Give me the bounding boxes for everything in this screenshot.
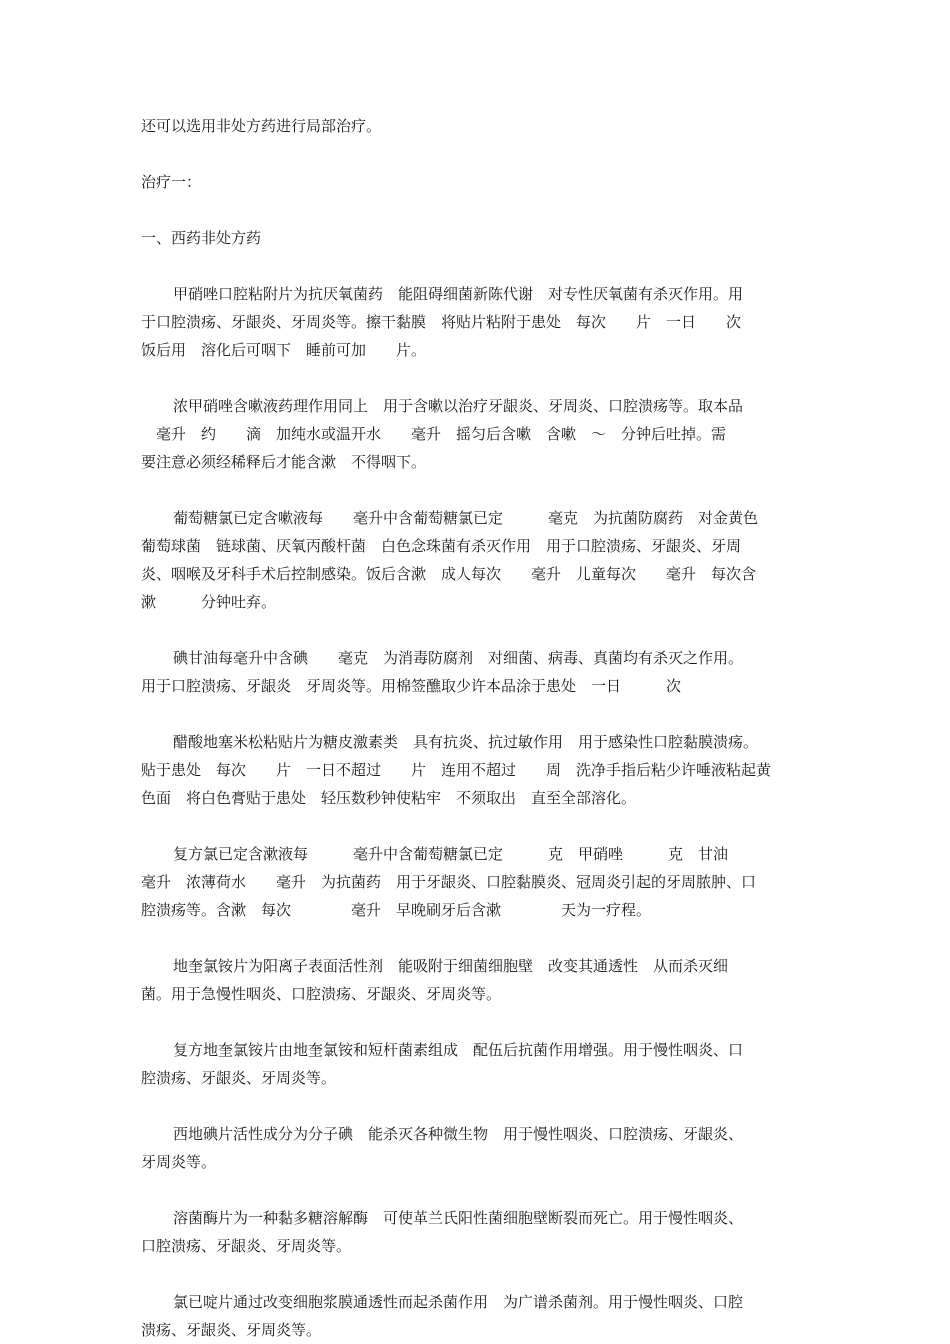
paragraph [141,392,813,476]
paragraph [141,1288,813,1344]
paragraph-line: 地奎氯铵片为阳离子表面活性剂 能吸附于细菌细胞壁 改变其通透性 从而杀灭细 [173,957,729,975]
paragraph [141,1036,813,1092]
paragraph [141,280,813,364]
paragraph-line: 毫升 约 滴 加纯水或温开水 毫升 摇匀后含嗽 含嗽 ～ 分钟后吐掉。需 [141,425,727,443]
paragraph-line: 口腔溃疡、牙龈炎、牙周炎等。 [141,1237,352,1255]
intro-text: 还可以选用非处方药进行局部治疗。 [141,117,382,135]
paragraph-line: 毫升 浓薄荷水 毫升 为抗菌药 用于牙龈炎、口腔黏膜炎、冠周炎引起的牙周脓肿、口 [141,873,757,891]
paragraph [141,644,813,700]
document-body [141,112,813,1344]
treatment-heading: 治疗一： [141,173,202,191]
paragraph-line: 溃疡、牙龈炎、牙周炎等。 [141,1321,322,1339]
paragraph [141,1120,813,1176]
paragraph-line: 氯已啶片通过改变细胞浆膜通透性而起杀菌作用 为广谱杀菌剂。用于慢性咽炎、口腔 [173,1293,744,1311]
paragraph-line: 浓甲硝唑含嗽液药理作用同上 用于含嗽以治疗牙龈炎、牙周炎、口腔溃疡等。取本品 [173,397,744,415]
paragraph-line: 甲硝唑口腔粘附片为抗厌氧菌药 能阻碍细菌新陈代谢 对专性厌氧菌有杀灭作用。用 [173,285,744,303]
paragraph [141,952,813,1008]
paragraph-line: 复方地奎氯铵片由地奎氯铵和短杆菌素组成 配伍后抗菌作用增强。用于慢性咽炎、口 [173,1041,744,1059]
paragraph [141,728,813,812]
paragraph-line: 复方氯已定含漱液每 毫升中含葡萄糖氯已定 克 甲硝唑 克 甘油 [173,845,729,863]
paragraph-line: 贴于患处 每次 片 一日不超过 片 连用不超过 周 洗净手指后粘少许唾液粘起黄 [141,761,772,779]
paragraph [141,840,813,924]
paragraph-line: 饭后用 溶化后可咽下 睡前可加 片。 [141,341,427,359]
paragraph-line: 漱 分钟吐弃。 [141,593,277,611]
paragraph-line: 要注意必须经稀释后才能含漱 不得咽下。 [141,453,427,471]
paragraph-line: 牙周炎等。 [141,1153,217,1171]
paragraph-line: 腔溃疡等。含漱 每次 毫升 早晚刷牙后含漱 天为一疗程。 [141,901,652,919]
paragraph [141,504,813,616]
paragraph-list [141,280,813,1344]
paragraph [141,1204,813,1260]
paragraph-line: 碘甘油每毫升中含碘 毫克 为消毒防腐剂 对细菌、病毒、真菌均有杀灭之作用。 [173,649,744,667]
paragraph-line: 葡萄糖氯已定含嗽液每 毫升中含葡萄糖氯已定 毫克 为抗菌防腐药 对金黄色 [173,509,759,527]
paragraph-line: 腔溃疡、牙龈炎、牙周炎等。 [141,1069,337,1087]
paragraph-line: 菌。用于急慢性咽炎、口腔溃疡、牙龈炎、牙周炎等。 [141,985,502,1003]
paragraph-line: 醋酸地塞米松粘贴片为糖皮激素类 具有抗炎、抗过敏作用 用于感染性口腔黏膜溃疡。 [173,733,759,751]
paragraph-line: 色面 将白色膏贴于患处 轻压数秒钟使粘牢 不须取出 直至全部溶化。 [141,789,637,807]
paragraph-line: 于口腔溃疡、牙龈炎、牙周炎等。擦干黏膜 将贴片粘附于患处 每次 片 一日 次 [141,313,742,331]
section-heading: 一、西药非处方药 [141,229,262,247]
paragraph-line: 用于口腔溃疡、牙龈炎 牙周炎等。用棉签醮取少许本品涂于患处 一日 次 [141,677,682,695]
paragraph-line: 西地碘片活性成分为分子碘 能杀灭各种微生物 用于慢性咽炎、口腔溃疡、牙龈炎、 [173,1125,744,1143]
paragraph-line: 炎、咽喉及牙科手术后控制感染。饭后含漱 成人每次 毫升 儿童每次 毫升 每次含 [141,565,757,583]
paragraph-line: 溶菌酶片为一种黏多糖溶解酶 可使革兰氏阳性菌细胞壁断裂而死亡。用于慢性咽炎、 [173,1209,744,1227]
paragraph-line: 葡萄球菌 链球菌、厌氧丙酸杆菌 白色念珠菌有杀灭作用 用于口腔溃疡、牙龈炎、牙周 [141,537,742,555]
